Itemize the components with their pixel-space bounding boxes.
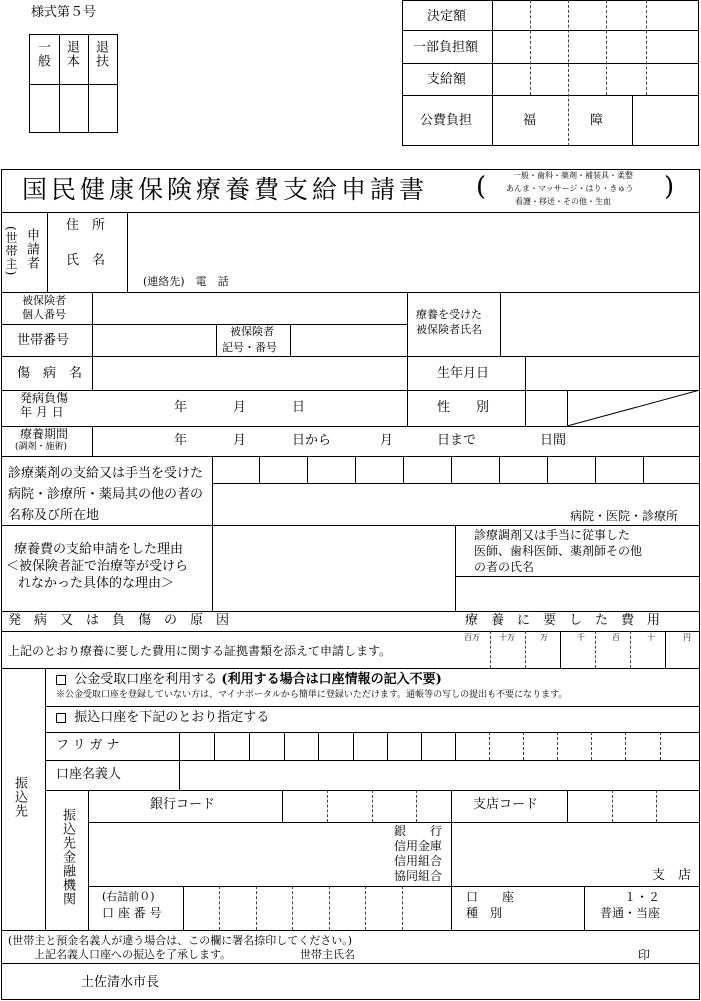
account-no-label: 口 座 番 号 bbox=[102, 906, 162, 920]
sex-label: 性 別 bbox=[437, 400, 490, 415]
mayor-label: 土佐清水市長 bbox=[81, 975, 160, 990]
cause-label: 発 病 又 は 負 傷 の 原 因 bbox=[8, 613, 230, 628]
address-label: 住 所 bbox=[66, 218, 106, 233]
consent-text: 上記名義人口座への振込を了承します。 bbox=[34, 948, 232, 961]
opt-designated-account[interactable]: 振込口座を下記のとおり指定する bbox=[56, 711, 269, 724]
bank-type-4: 協同組合 bbox=[394, 869, 443, 883]
hospital-label: 診療薬剤の支給又は手当を受けた病院・診療所・薬局其の他の者の名称及び所在地 bbox=[8, 466, 204, 523]
holder-label: 口座名義人 bbox=[56, 767, 122, 782]
branch-code-label: 支店コード bbox=[473, 797, 539, 812]
sex-diagonal bbox=[567, 390, 700, 426]
bank-type-2: 信用金庫 bbox=[394, 839, 443, 853]
insured-symbol-label: 被保険者 bbox=[230, 325, 274, 338]
admin-sho: 障 bbox=[590, 113, 604, 128]
contact-label: (連絡先) 電 話 bbox=[143, 275, 229, 288]
seal-mark: 印 bbox=[638, 948, 651, 962]
applicant-side: 申請者 bbox=[24, 228, 39, 270]
period-label: 療養期間 bbox=[20, 427, 69, 441]
account-type-label: 口 座 bbox=[466, 890, 515, 904]
bank-type-1: 銀 行 bbox=[394, 824, 443, 838]
title-note-3: 看護・移送・その他・生血 bbox=[515, 197, 611, 206]
checkbox-designated-account[interactable] bbox=[56, 713, 66, 723]
transfer-side: 振込先 bbox=[12, 776, 27, 818]
admin-fuku: 福 bbox=[523, 113, 537, 128]
birthdate-label: 生年月日 bbox=[437, 366, 490, 381]
insured-individual-label: 被保険者 bbox=[22, 294, 66, 307]
branch-label: 支 店 bbox=[652, 868, 692, 883]
account-type-options: １・２ bbox=[624, 890, 661, 904]
received-person-label: 療養を受けた bbox=[416, 308, 482, 321]
bank-code-label: 銀行コード bbox=[150, 797, 216, 812]
cost-label: 療 養 に 要 し た 費 用 bbox=[465, 613, 661, 628]
form-number: 様式第５号 bbox=[31, 5, 97, 20]
bank-side: 振込先金融機関 bbox=[60, 808, 75, 906]
admin-partial: 一部負担額 bbox=[413, 40, 479, 55]
onset-label: 発病負傷 bbox=[20, 391, 69, 405]
admin-decision: 決定額 bbox=[427, 9, 467, 24]
consent-note: (世帯主と預金名義人が違う場合は、この欄に署名捺印してください。) bbox=[8, 934, 353, 947]
applicant-side-household: (世帯主) bbox=[4, 226, 18, 277]
furigana-label: フリガナ bbox=[56, 738, 124, 753]
stamp-retire-main: 退本 bbox=[64, 40, 79, 68]
admin-payment: 支給額 bbox=[427, 72, 467, 87]
admin-public: 公費負担 bbox=[420, 113, 473, 128]
account-note: (右詰前０) bbox=[102, 890, 155, 903]
stamp-general: 一般 bbox=[35, 40, 50, 68]
doctor-label: 診療調剤又は手当に従事した bbox=[474, 528, 631, 542]
stamp-retire-dep: 退扶 bbox=[93, 40, 108, 68]
hospital-suffix: 病院・医院・診療所 bbox=[570, 509, 679, 523]
opt-public-note: ※公金受取口座を登録していない方は、マイナポータルから簡単に登録いただけます。通帳等の写しの提出も不要になります。 bbox=[56, 690, 568, 700]
declaration: 上記のとおり療養に要した費用に関する証拠書類を添えて申請します。 bbox=[8, 644, 392, 658]
disease-label: 傷 病 名 bbox=[17, 366, 83, 381]
form-title: 国民健康保険療養費支給申請書 bbox=[22, 175, 429, 204]
name-label: 氏 名 bbox=[66, 253, 106, 268]
title-note-1: 一般・歯科・薬剤・補装具・柔整 bbox=[513, 171, 633, 180]
bank-type-3: 信用組合 bbox=[394, 854, 443, 868]
checkbox-public-account[interactable] bbox=[56, 675, 66, 685]
opt-public-account[interactable]: 公金受取口座を利用する (利用する場合は口座情報の記入不要) bbox=[56, 673, 442, 686]
household-head-label: 世帯主氏名 bbox=[300, 948, 355, 961]
household-no-label: 世帯番号 bbox=[17, 333, 70, 348]
title-note-2: あんま・マッサージ・はり・きゅう bbox=[506, 184, 634, 193]
reason-label: 療養費の支給申請をした理由 bbox=[14, 542, 184, 557]
